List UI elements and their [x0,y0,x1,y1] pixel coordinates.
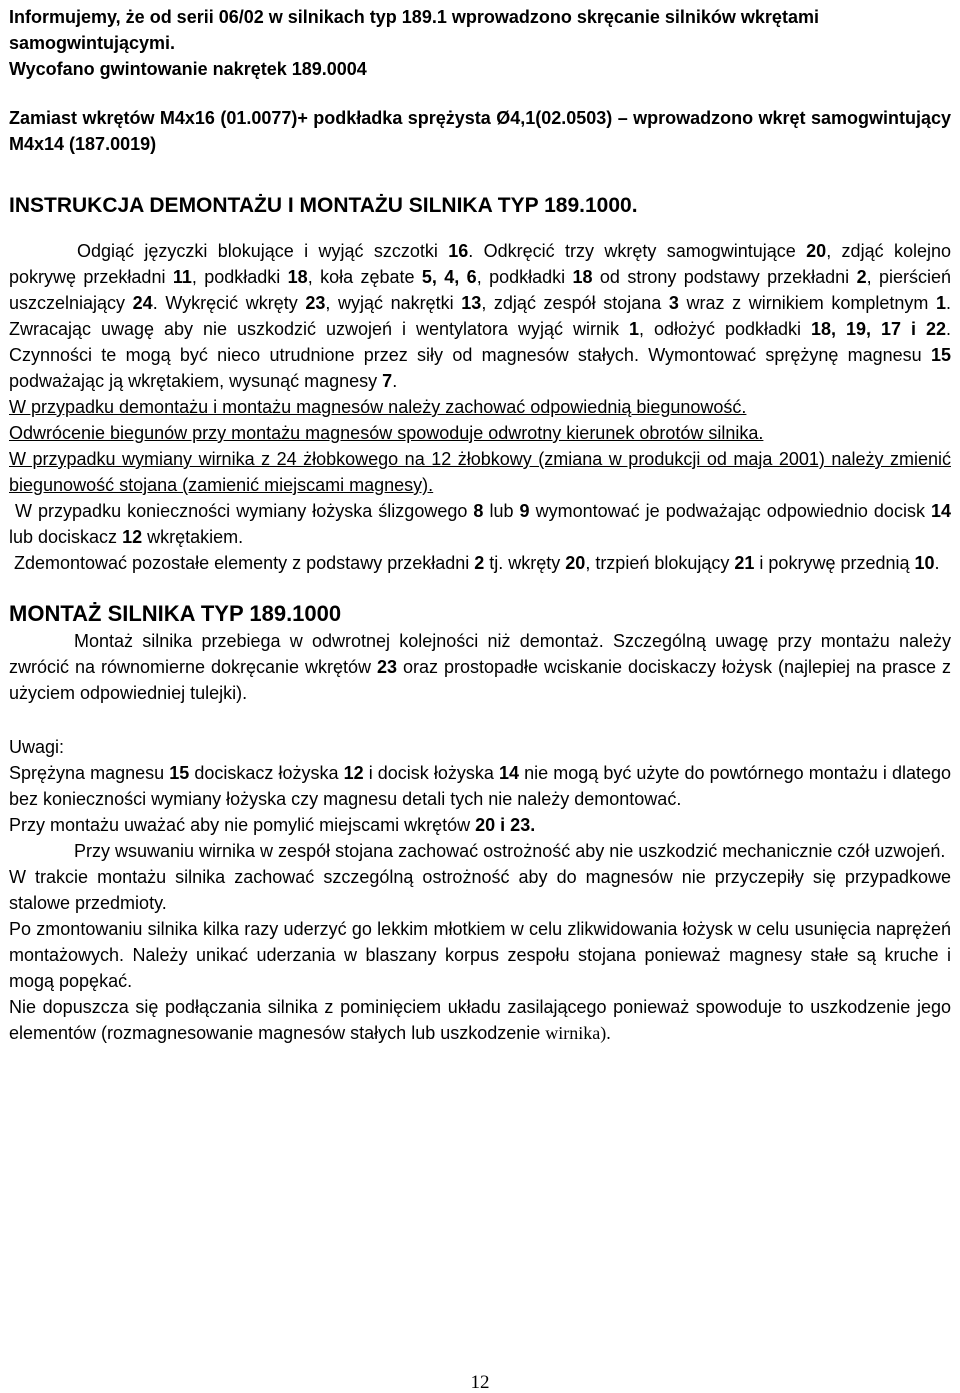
disassembly-paragraph: Odgiąć języczki blokujące i wyjąć szczotki 16. Odkręcić trzy wkręty samogwintujące 20, zdjąć kolejno pokrywę przekładni 11, podkładki 18, koła zębate 5, 4, 6, podkładki 18 od strony podstawy przekładni 2, pierścień uszczelniający 24. Wykręcić wkręty 23, wyjąć nakrętki 13, zdjąć zespół stojana 3 wraz z wirnikiem kompletnym 1. Zwracając uwagę aby nie uszkodzić uzwojeń i wentylatora wyjąć wirnik 1, odłożyć podkładki 18, 19, 17 i 22. Czynności te mogą być nieco utrudnione przez siły od magnesów stałych. Wymontować sprężynę magnesu 15 podważając ją wkrętakiem, wysunąć magnesy 7. [9,241,951,391]
rotor-replacement-note: W przypadku wymiany wirnika z 24 żłobkowego na 12 żłobkowy (zmiana w produkcji od maja 2001) należy zmienić biegunowość stojana (zamienić miejscami magnesy). [9,449,951,495]
note-rotor-insertion: Przy wsuwaniu wirnika w zespół stojana zachować ostrożność aby nie uszkodzić mechanicznie czół uzwojeń. [74,841,946,861]
assembly-paragraph: Montaż silnika przebiega w odwrotnej kolejności niż demontaż. Szczególną uwagę przy montażu należy zwrócić na równomierne dokręcanie wkrętów 23 oraz prostopadłe wciskanie dociskaczy łożysk (najlepiej na prasce z użyciem odpowiedniej tulejki). [9,631,951,703]
bearing-replacement-paragraph: W przypadku konieczności wymiany łożyska ślizgowego 8 lub 9 wymontować je podważając odpowiednio docisk 14 lub dociskacz 12 wkrętakiem. [9,501,952,547]
disassembly-heading: INSTRUKCJA DEMONTAŻU I MONTAŻU SILNIKA TYP 189.1000. [9,194,638,217]
notice-line-1: Informujemy, że od serii 06/02 w silnikach typ 189.1 wprowadzono skręcanie silników wkrętami samogwintującymi. [9,7,819,53]
assembly-heading: MONTAŻ SILNIKA TYP 189.1000 [9,601,342,626]
polarity-note-1: W przypadku demontażu i montażu magnesów należy zachować odpowiednią biegunowość. [9,397,747,417]
note-magnets-caution: W trakcie montażu silnika zachować szczególną ostrożność aby do magnesów nie przyczepiły się przypadkowe stalowe przedmioty. [9,867,951,913]
notes-label: Uwagi: [9,737,65,757]
note-spring: Sprężyna magnesu 15 dociskacz łożyska 12 i docisk łożyska 14 nie mogą być użyte do powtórnego montażu i dlatego bez konieczności wymiany łożyska czy magnesu detali tych nie należy demontować. [9,763,952,809]
note-hammer: Po zmontowaniu silnika kilka razy uderzyć go lekkim młotkiem w celu zlikwidowania łożysk w celu usunięcia naprężeń montażowych. Należy unikać uderzania w blaszany korpus zespołu stojana ponieważ magnesy stałe są kruche i mogą popękać. [9,919,951,991]
document-page [9,0,951,1046]
polarity-note-2: Odwrócenie biegunów przy montażu magnesów spowoduje odwrotny kierunek obrotów silnika. [9,423,764,443]
notice-line-2: Wycofano gwintowanie nakrętek 189.0004 [9,59,367,79]
note-screws: Przy montażu uważać aby nie pomylić miejscami wkrętów 20 i 23. [9,815,536,835]
note-power-supply: Nie dopuszcza się podłączania silnika z pominięciem układu zasilającego ponieważ spowoduje to uszkodzenie jego elementów (rozmagnesowanie magnesów stałych lub uszkodzenie wirnika). [9,997,951,1043]
page-number: 12 [470,1372,490,1393]
notice-block [9,4,951,157]
notice-line-3: Zamiast wkrętów M4x16 (01.0077)+ podkładka sprężysta Ø4,1(02.0503) – wprowadzono wkręt samogwintujący M4x14 (187.0019) [9,108,951,154]
remaining-elements-paragraph: Zdemontować pozostałe elementy z podstawy przekładni 2 tj. wkręty 20, trzpień blokujący 21 i pokrywę przednią 10. [14,553,940,573]
